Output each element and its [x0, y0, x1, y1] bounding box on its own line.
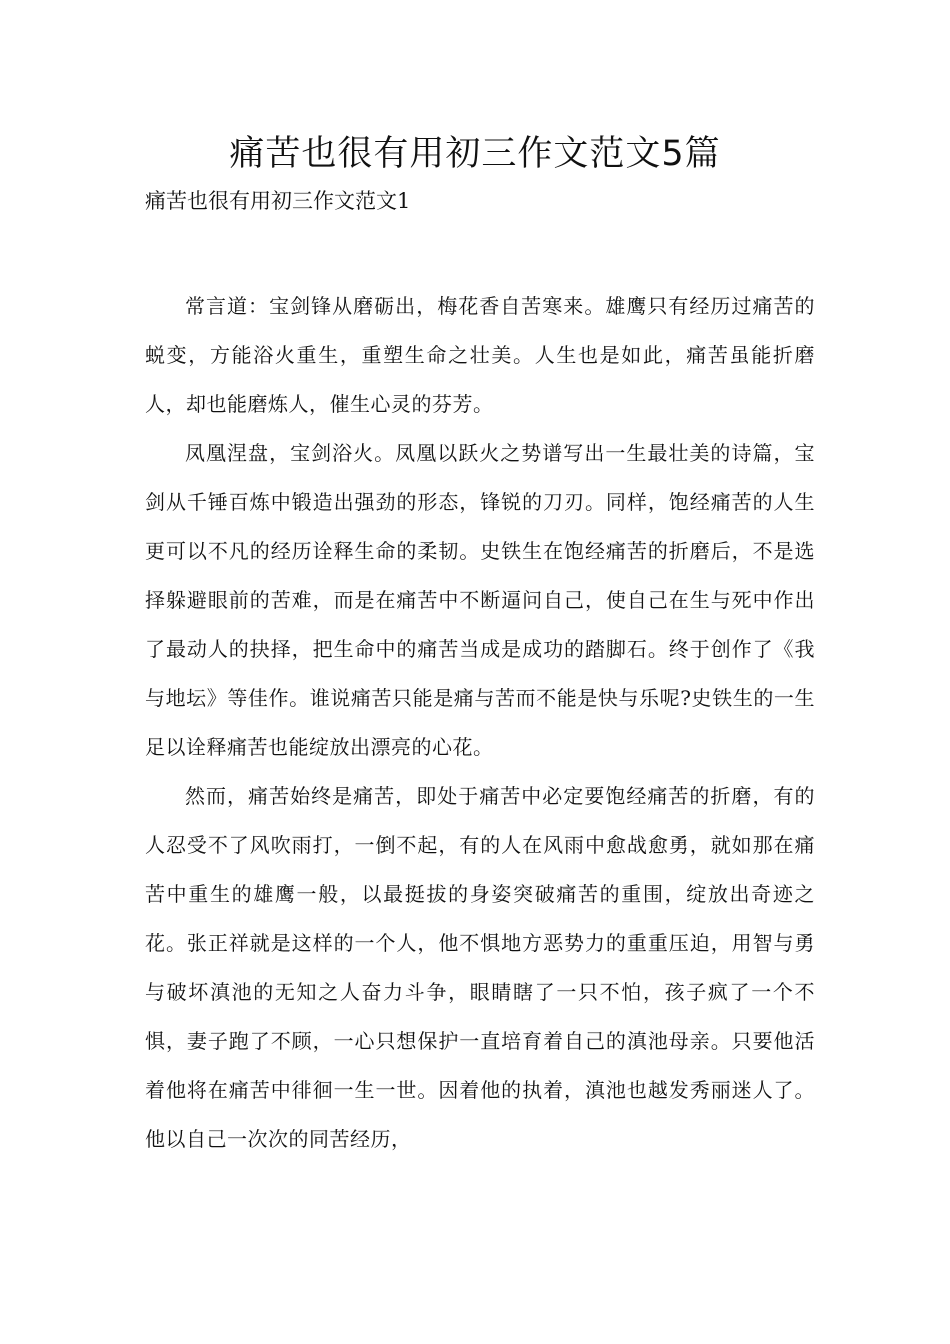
- document-title: 痛苦也很有用初三作文范文5篇: [229, 134, 721, 174]
- paragraph-1: 常言道：宝剑锋从磨砺出，梅花香自苦寒来。雄鹰只有经历过痛苦的蜕变，方能浴火重生，重塑生命之壮美。人生也是如此，痛苦虽能折磨人，却也能磨炼人，催生心灵的芬芳。: [145, 294, 815, 416]
- section-heading: 痛苦也很有用初三作文范文1: [145, 189, 411, 213]
- paragraph-2: 凤凰涅盘，宝剑浴火。凤凰以跃火之势谱写出一生最壮美的诗篇，宝剑从千锤百炼中锻造出强劲的形态，锋锐的刀刃。同样，饱经痛苦的人生更可以不凡的经历诠释生命的柔韧。史铁生在饱经痛苦的折磨后，不是选择躲避眼前的苦难，而是在痛苦中不断逼问自己，使自己在生与死中作出了最动人的抉择，把生命中的痛苦当成是成功的踏脚石。终于创作了《我与地坛》等佳作。谁说痛苦只能是痛与苦而不能是快与乐呢?史铁生的一生足以诠释痛苦也能绽放出漂亮的心花。: [145, 441, 815, 759]
- document-body: [145, 282, 815, 1164]
- paragraph-3: 然而，痛苦始终是痛苦，即处于痛苦中必定要饱经痛苦的折磨，有的人忍受不了风吹雨打，一倒不起，有的人在风雨中愈战愈勇，就如那在痛苦中重生的雄鹰一般，以最挺拔的身姿突破痛苦的重围，绽放出奇迹之花。张正祥就是这样的一个人，他不惧地方恶势力的重重压迫，用智与勇与破坏滇池的无知之人奋力斗争，眼睛瞎了一只不怕，孩子疯了一个不惧，妻子跑了不顾，一心只想保护一直培育着自己的滇池母亲。只要他活着他将在痛苦中徘徊一生一世。因着他的执着，滇池也越发秀丽迷人了。他以自己一次次的同苦经历，: [145, 784, 815, 1151]
